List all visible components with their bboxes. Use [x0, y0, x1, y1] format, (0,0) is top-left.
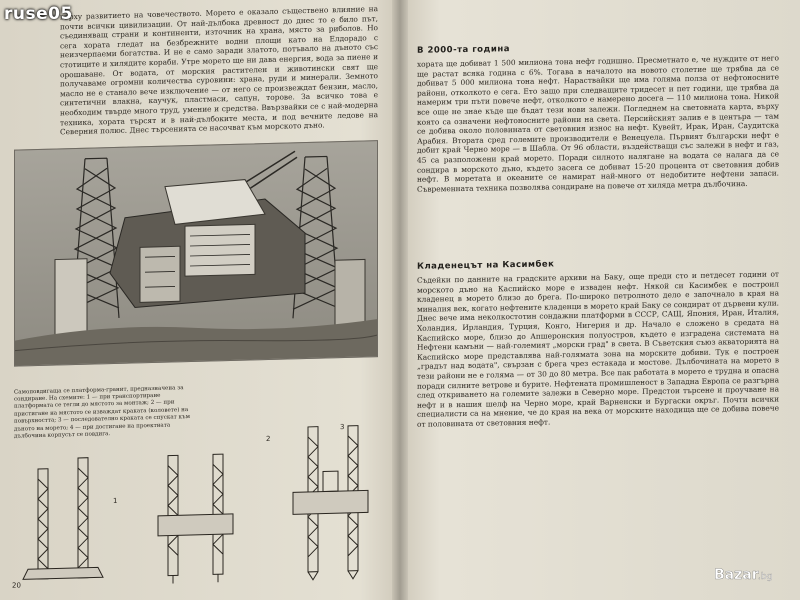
section-text-kasimbek: Съдейки по данните на градските архиви на Баку, още преди сто и петдесет години от морското дъно на Каспийско море е изваден нефт. Някой си Касимбек е построил кладенец в морето близо до брега. По-широко петролното дело е започнало в края на миналия век, когато нефтените кладенци в морето край Баку се сондират от дървени кули. Днес вече има неколкостотин сондажни платформи в СССР, САЩ, Япония, Иран, Италия, Холандия, Ирландия, Турция, Конго, Нигерия и др. Начало е сложено в средата на Каспийско море, близо до Апшеронския полуостров, където е изградена системата на Нефтени камъни — най-големият „морски град" в света. В Съветския съюз акваторията на Каспийско море представлява най-голямата зона на морските добиви. Тук е построен „градът над водата", свързан с брега чрез естакада и мостове. Дълбочината на морето в тези райони не е голяма — от 30 до 80 метра. Все пак работата в морето е трудна и опасна поради силните ветрове и бурите. Нефтената промишленост в Западна Европа се разгърна след откриването на големите залежи в Северно море. Предстои търсене и проучване на нефт и в нашия шелф на Черно море, край Варненски и Бургаски окръг. Почти всички специалисти са на мнение, че до края на века от морските находища ще се добива повече от половината от световния нефт. [417, 269, 779, 429]
book-gutter [392, 0, 408, 600]
svg-text:.bg: .bg [758, 572, 773, 582]
photo-caption: Самоповдигаща се платформа-гранит, предназначена за сондиране. На схемите: 1 — при транспортиране платформата се тегли до мястото за монтаж; 2 — при пристигане на мястото се изваждат краката (коловете) на повърхността; 3 — последователно краката се спускат към дъното на морето; 4 — при достигане на проектната дълбочина корпусът се повдига. [14, 384, 190, 440]
figure-label-2: 2 [266, 434, 271, 444]
section-text-2000: хората ще добиват 1 500 милиона тона нефт годишно. Пресметнато е, че нуждите от него ще растат всяка година с 6%. Тогава в началото на новото столетие ще трябва да се добиват 5 000 милиона тона нефт. Нараствайки ще има голяма полза от нефтоносните райони, отколкото е сега. Ето защо при следващите тридесет и пет години, ще трябва да намерим три пъти повече нефт, отколкото е намерено досега — 110 милиона тона. Никой все още не знае къде ще бъдат тези нови залежи. Погледнем на световната карта, върху която са означени нефтоносните райони на света. Персийският залив е в центъра — там се добива около половината от световния износ на нефт. Кувейт, Ирак, Иран, Саудитска Арабия. Втората сред големите производители е Венецуела. Първият български нефт е добит край Черно море — в Шабла. От 96 области, въздействащи със залежи в нефт и газ, 45 са разположени край морето. Поради силното налягане на водата се налага да се сондира в морското дъно, където засега се добиват 15-20 процента от световния добив нефт. В моретата и океаните се намират най-много от недобитите нефтени запаси. Съвременната техника позволява сондиране на повече от хиляда метра дълбочина. [417, 53, 779, 194]
left-top-text: върху развитието на човечеството. Морето е оказало съществено влияние на почти всички цивилизации. От най-дълбока древност до днес то е било път, съединяващ страни и континенти, източник на храна, място за риболов. Но сега хората гледат на безбрежните водни площи като на Елдорадо с неизчерпаеми богатства. И не е само заради златото, потъвало на дъното със стотиците и хилядите кораби. Утре морето ще ни дава енергия, вода за пиене и орошаване. От водата, от морския растителен и животински свят ще получаваме огромни количества суровини: храна, руди и минерали. Земното масло не е станало вече изключение — от него се произвеждат бензин, масло, синтетични влакна, каучук, пластмаси, сапун, торове. За всичко това е необходим твърде много труд, умение и средства. Ввързвайки се с най-модерна техника, хората търсят и в най-дълбоките места, и под вечните ледове на Северния полюс. Днес търсенията се насочват към морското дъно. [60, 4, 378, 137]
section-heading-2000: В 2000-та година [417, 44, 510, 56]
section-heading-kasimbek: Кладенецът на Касимбек [417, 259, 555, 272]
figure-label-3: 3 [340, 422, 345, 432]
bazar-logo [714, 564, 778, 584]
platform-photo-graphic [15, 141, 377, 365]
figure-label-1: 1 [113, 496, 118, 506]
jackup-diagrams [18, 420, 378, 589]
right-page [405, 0, 800, 600]
bazar-logo-icon [714, 564, 778, 584]
left-page [0, 0, 395, 600]
jackup-stage-diagram [18, 420, 378, 589]
watermark-text: ruse05 [4, 4, 73, 24]
svg-text:Bazar: Bazar [714, 567, 759, 583]
platform-photo [14, 140, 378, 367]
page-number: 20 [12, 581, 21, 590]
